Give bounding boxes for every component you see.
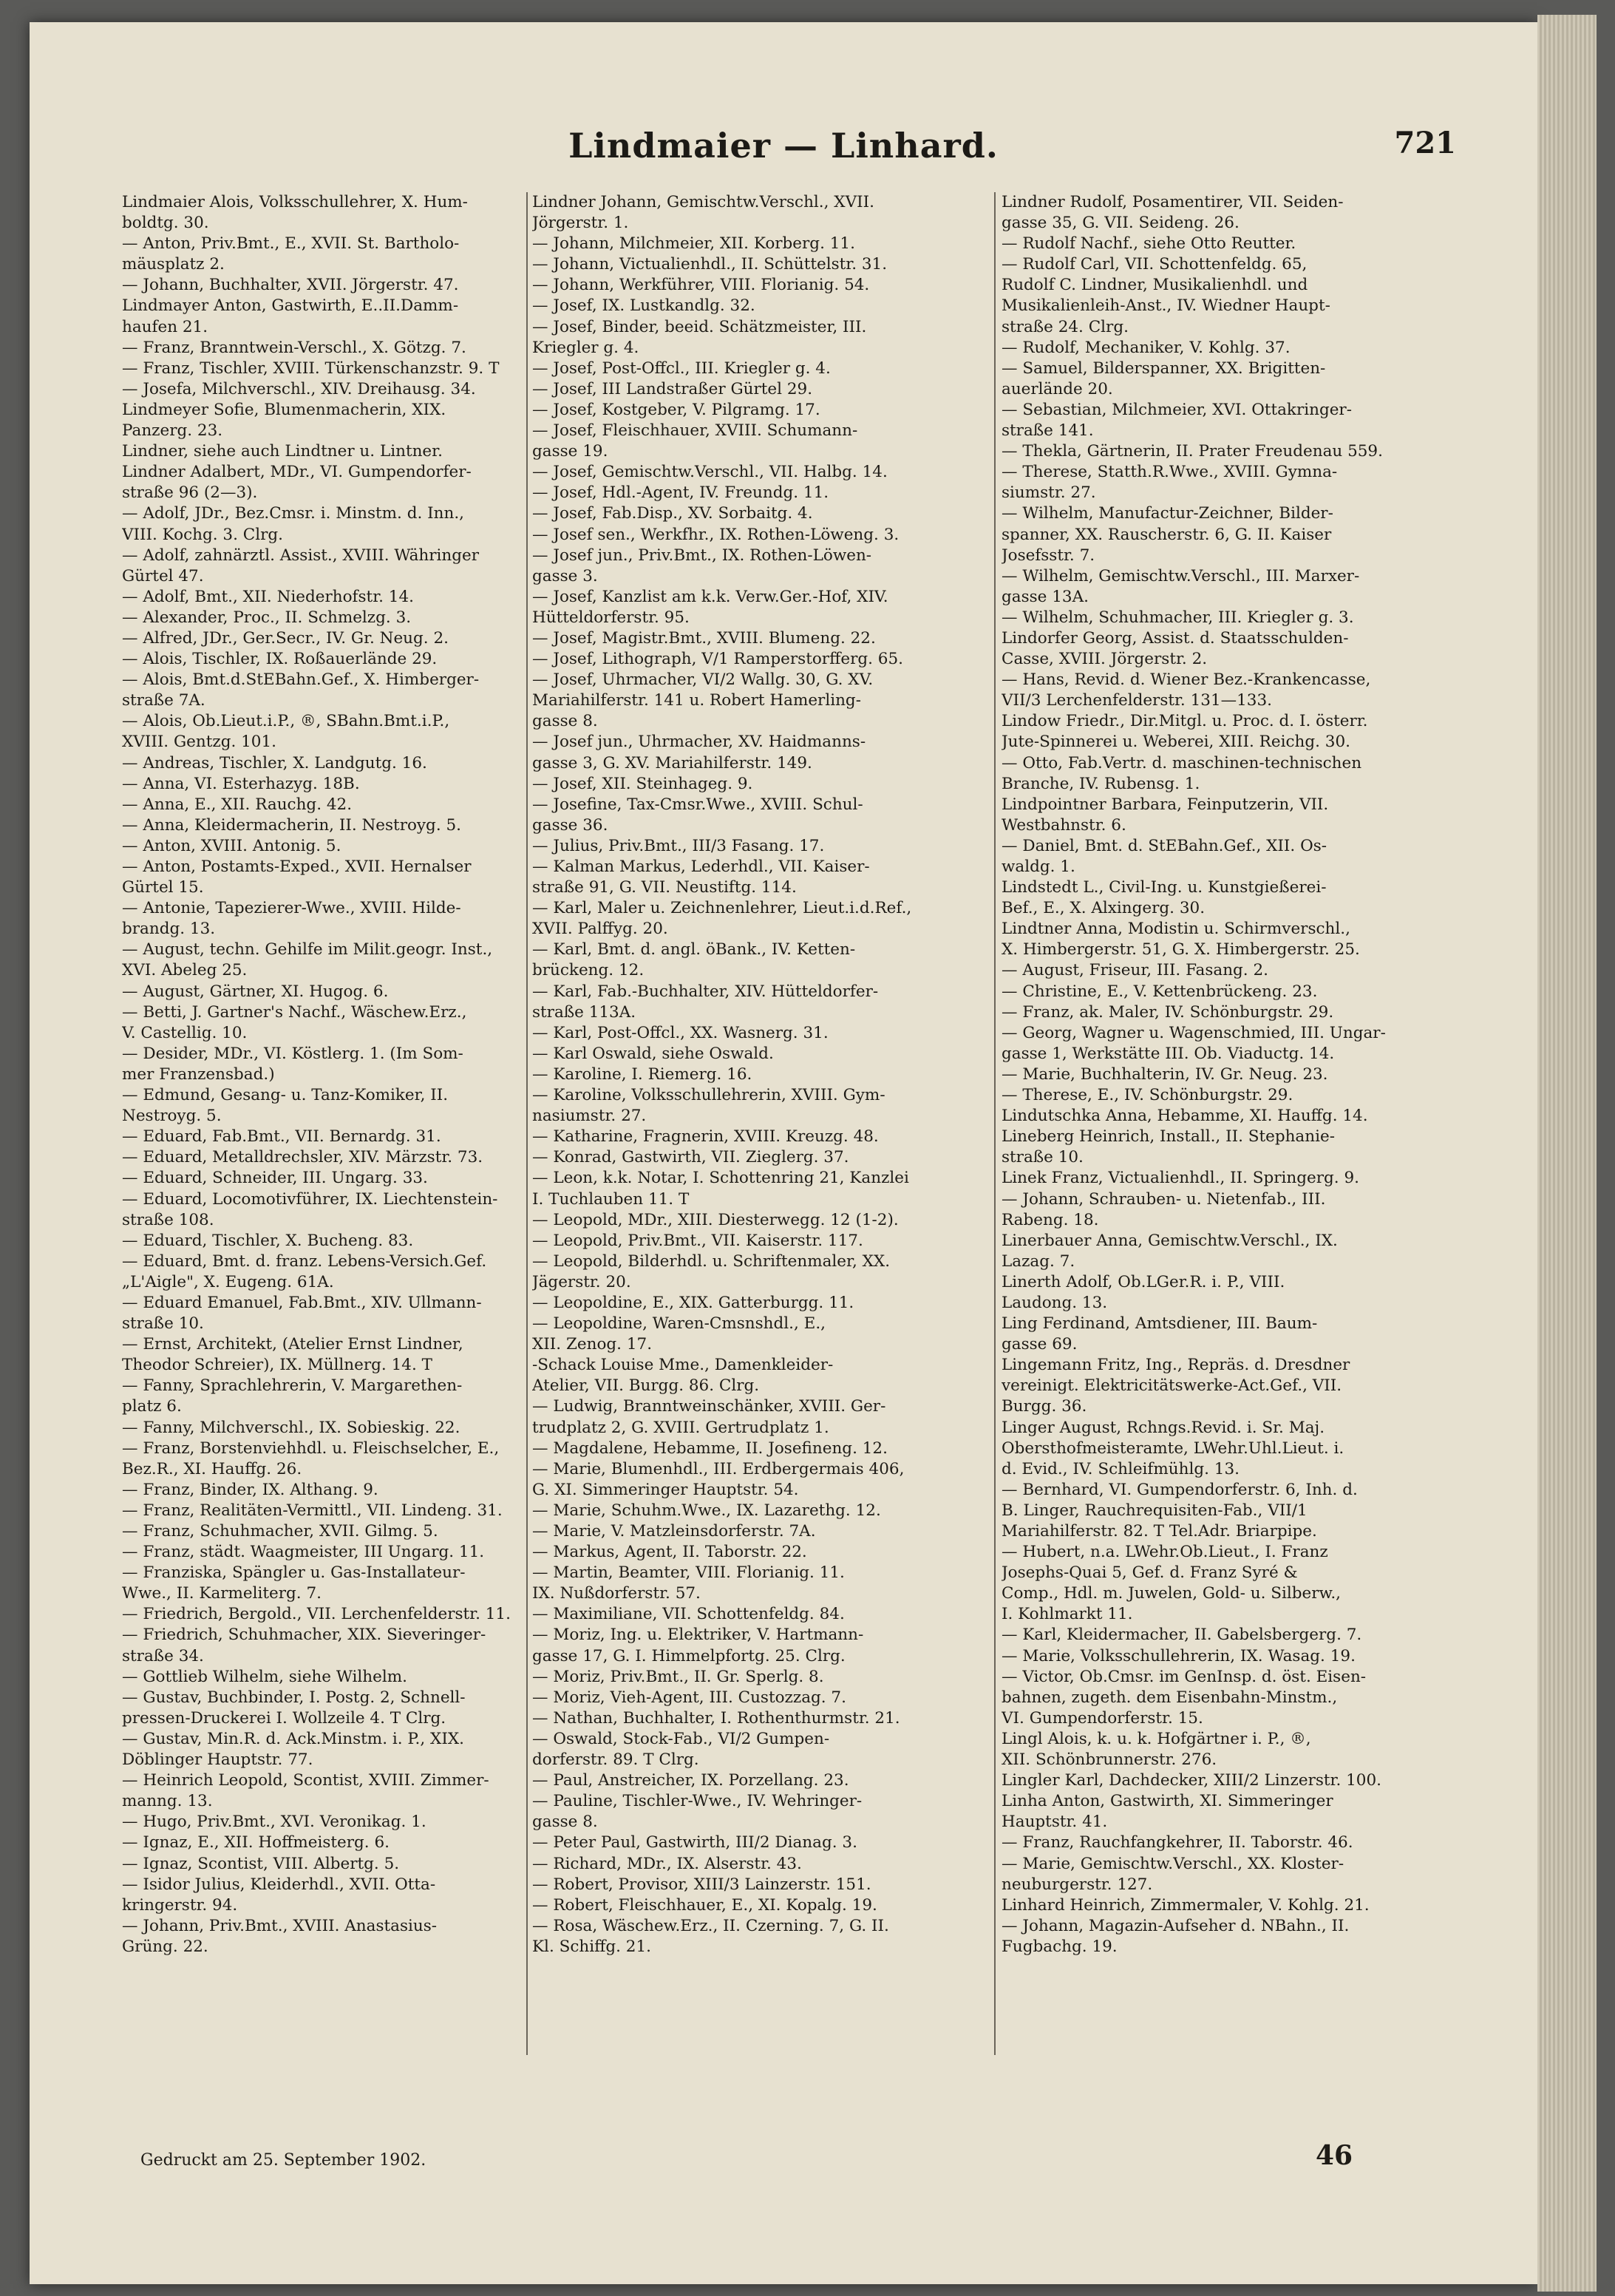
directory-line: — Eduard, Fab.Bmt., VII. Bernardg. 31. [122,1127,441,1147]
directory-line: — Leopold, Priv.Bmt., VII. Kaiserstr. 117. [532,1231,863,1250]
directory-line: gasse 8. [532,712,598,731]
directory-line: — Katharine, Fragnerin, XVIII. Kreuzg. 48. [532,1127,879,1147]
directory-line: kringerstr. 94. [122,1895,238,1915]
directory-line: — Alois, Ob.Lieut.i.P., ®, SBahn.Bmt.i.P., [122,712,450,731]
directory-line: Hütteldorferstr. 95. [532,608,690,627]
column-3 [1002,192,1475,1957]
directory-line: — Ignaz, E., XII. Hoffmeisterg. 6. [122,1833,390,1852]
directory-line: Jute-Spinnerei u. Weberei, XIII. Reichg. 30. [1002,733,1350,752]
directory-line: Rabeng. 18. [1002,1210,1099,1229]
directory-line: — Josef, Uhrmacher, VI/2 Wallg. 30, G. XV. [532,670,874,690]
directory-line: siumstr. 27. [1002,483,1096,503]
directory-line: straße 24. Clrg. [1002,317,1129,336]
directory-line: — Hugo, Priv.Bmt., XVI. Veronikag. 1. [122,1813,426,1832]
directory-line: Lindmayer Anton, Gastwirth, E..II.Damm- [122,296,459,316]
directory-line: — August, Gärtner, XI. Hugog. 6. [122,982,389,1001]
directory-page [30,22,1537,2284]
directory-line: — Anna, VI. Esterhazyg. 18B. [122,774,360,793]
directory-line: Gürtel 15. [122,878,204,897]
directory-line: gasse 17, G. I. Himmelpfortg. 25. Clrg. [532,1646,846,1665]
directory-line: — Josef, Lithograph, V/1 Ramperstorfferg. 65. [532,650,903,669]
directory-line: Lindtner Anna, Modistin u. Schirmverschl., [1002,920,1350,939]
directory-line: Linger August, Rchngs.Revid. i. Sr. Maj. [1002,1418,1325,1437]
directory-line: — Karl, Post-Offcl., XX. Wasnerg. 31. [532,1023,829,1042]
directory-line: -Schack Louise Mme., Damenkleider- [532,1356,834,1375]
directory-line: pressen-Druckerei I. Wollzeile 4. T Clrg. [122,1708,446,1728]
directory-line: Branche, IV. Rubensg. 1. [1002,774,1200,793]
directory-line: — Franz, städt. Waagmeister, III Ungarg. 11. [122,1543,485,1562]
directory-line: — Josef, Kanzlist am k.k. Verw.Ger.-Hof, XIV. [532,587,888,606]
directory-line: straße 113A. [532,1002,636,1022]
directory-line: B. Linger, Rauchrequisiten-Fab., VII/1 [1002,1501,1308,1520]
directory-line: Lindner Johann, Gemischtw.Verschl., XVII. [532,193,874,211]
directory-line: — Georg, Wagner u. Wagenschmied, III. Ungar- [1002,1023,1386,1042]
directory-line: — Franz, Branntwein-Verschl., X. Götzg. 7. [122,338,466,357]
directory-line: — Pauline, Tischler-Wwe., IV. Wehringer- [532,1792,863,1811]
directory-line: gasse 69. [1002,1335,1078,1354]
directory-line: — Alois, Tischler, IX. Roßauerlände 29. [122,650,438,669]
page-number: 721 [1394,126,1456,160]
directory-line: — Markus, Agent, II. Taborstr. 22. [532,1543,807,1562]
directory-line: — Christine, E., V. Kettenbrückeng. 23. [1002,982,1318,1001]
directory-line: — Therese, Statth.R.Wwe., XVIII. Gymna- [1002,463,1338,482]
directory-line: I. Kohlmarkt 11. [1002,1605,1133,1624]
directory-line: — Eduard, Tischler, X. Bucheng. 83. [122,1231,414,1250]
directory-line: Ling Ferdinand, Amtsdiener, III. Baum- [1002,1314,1318,1334]
directory-line: gasse 13A. [1002,587,1089,606]
directory-line: Josefsstr. 7. [1002,546,1095,565]
directory-line: Mariahilferstr. 82. T Tel.Adr. Briarpipe. [1002,1522,1317,1541]
directory-line: — Fanny, Sprachlehrerin, V. Margarethen- [122,1376,463,1396]
directory-line: — Robert, Fleischhauer, E., XI. Kopalg. 19. [532,1895,877,1915]
directory-line: — Eduard, Locomotivführer, IX. Liechtenstein- [122,1189,498,1209]
directory-line: — Eduard Emanuel, Fab.Bmt., XIV. Ullmann- [122,1293,482,1312]
directory-line: Obersthofmeisteramte, LWehr.Uhl.Lieut. i. [1002,1439,1344,1458]
directory-line: — August, techn. Gehilfe im Milit.geogr. Inst., [122,940,493,960]
directory-line: — Moriz, Vieh-Agent, III. Custozzag. 7. [532,1688,846,1707]
directory-line: — Leopold, Bilderhdl. u. Schriftenmaler, XX. [532,1251,891,1271]
column-1 [122,192,595,1957]
directory-line: — Josef, Hdl.-Agent, IV. Freundg. 11. [532,483,829,503]
directory-line: spanner, XX. Rauscherstr. 6, G. II. Kaiser [1002,525,1332,544]
directory-line: Linhard Heinrich, Zimmermaler, V. Kohlg. 21. [1002,1895,1370,1915]
directory-line: — Maximiliane, VII. Schottenfeldg. 84. [532,1605,845,1624]
directory-line: — Hubert, n.a. LWehr.Ob.Lieut., I. Franz [1002,1543,1328,1562]
directory-line: — Martin, Beamter, VIII. Florianig. 11. [532,1563,845,1583]
directory-line: — Marie, Gemischtw.Verschl., XX. Kloster- [1002,1854,1344,1873]
directory-line: straße 108. [122,1210,214,1229]
directory-line: — Kalman Markus, Lederhdl., VII. Kaiser- [532,857,870,876]
directory-line: brückeng. 12. [532,961,645,980]
directory-line: Lindutschka Anna, Hebamme, XI. Hauffg. 14. [1002,1107,1368,1126]
directory-line: Josephs-Quai 5, Gef. d. Franz Syré & [1002,1563,1298,1583]
directory-line: — Ignaz, Scontist, VIII. Albertg. 5. [122,1854,400,1873]
directory-line: Laudong. 13. [1002,1293,1108,1312]
directory-line: G. XI. Simmeringer Hauptstr. 54. [532,1480,799,1499]
directory-line: Linha Anton, Gastwirth, XI. Simmeringer [1002,1792,1333,1811]
directory-line: XII. Schönbrunnerstr. 276. [1002,1750,1217,1770]
directory-line: — Rudolf Carl, VII. Schottenfeldg. 65, [1002,255,1308,274]
directory-line: Panzerg. 23. [122,421,223,441]
directory-line: Hauptstr. 41. [1002,1813,1108,1832]
directory-line: — Johann, Magazin-Aufseher d. NBahn., II. [1002,1916,1350,1935]
directory-line: mäusplatz 2. [122,255,225,274]
directory-line: — Karl, Fab.-Buchhalter, XIV. Hütteldorfer- [532,982,879,1001]
directory-line: Lindorfer Georg, Assist. d. Staatsschulden- [1002,628,1349,648]
directory-line: — Richard, MDr., IX. Alserstr. 43. [532,1854,802,1873]
directory-line: Kl. Schiffg. 21. [532,1937,651,1956]
directory-line: vereinigt. Elektricitätswerke-Act.Gef., VII. [1002,1376,1342,1396]
directory-line: Lineberg Heinrich, Install., II. Stephanie- [1002,1127,1335,1147]
directory-line: nasiumstr. 27. [532,1107,647,1126]
directory-line: Lindner Rudolf, Posamentirer, VII. Seiden- [1002,193,1344,211]
directory-line: — Anton, XVIII. Antonig. 5. [122,836,341,855]
directory-line: Linek Franz, Victualienhdl., II. Springerg. 9. [1002,1169,1359,1188]
directory-line: — Andreas, Tischler, X. Landgutg. 16. [122,753,427,772]
directory-line: „L'Aigle", X. Eugeng. 61A. [122,1272,334,1291]
directory-line: — Franz, Schuhmacher, XVII. Gilmg. 5. [122,1522,438,1541]
directory-line: Lindpointner Barbara, Feinputzerin, VII. [1002,795,1329,814]
directory-line: — Johann, Werkführer, VIII. Florianig. 54. [532,276,870,295]
directory-line: — Heinrich Leopold, Scontist, XVIII. Zimmer- [122,1771,489,1790]
directory-line: — Anna, Kleidermacherin, II. Nestroyg. 5. [122,815,462,835]
directory-line: — Josef jun., Uhrmacher, XV. Haidmanns- [532,733,866,752]
directory-line: — Karoline, Volksschullehrerin, XVIII. Gym- [532,1086,885,1105]
directory-line: Lingl Alois, k. u. k. Hofgärtner i. P., ®, [1002,1729,1311,1748]
directory-line: bahnen, zugeth. dem Eisenbahn-Minstm., [1002,1688,1338,1707]
directory-line: Wwe., II. Karmeliterg. 7. [122,1584,322,1603]
directory-line: — Friedrich, Schuhmacher, XIX. Sieveringer- [122,1626,486,1645]
directory-line: — Therese, E., IV. Schönburgstr. 29. [1002,1086,1293,1105]
column-2 [532,192,1005,1957]
book-page-edge [1537,15,1597,2292]
directory-line: Lingler Karl, Dachdecker, XIII/2 Linzerstr. 100. [1002,1771,1381,1790]
directory-line: trudplatz 2, G. XVIII. Gertrudplatz 1. [532,1418,829,1437]
directory-line: — Josef, III Landstraßer Gürtel 29. [532,379,813,398]
directory-line: — Gustav, Min.R. d. Ack.Minstm. i. P., XIX. [122,1729,464,1748]
directory-line: manng. 13. [122,1792,213,1811]
directory-line: dorferstr. 89. T Clrg. [532,1750,699,1770]
directory-line: — Josefine, Tax-Cmsr.Wwe., XVIII. Schul- [532,795,863,814]
directory-line: X. Himbergerstr. 51, G. X. Himbergerstr. 25. [1002,940,1360,960]
directory-line: — Franz, Rauchfangkehrer, II. Taborstr. 46. [1002,1833,1353,1852]
running-header [30,126,1537,170]
directory-line: — Adolf, JDr., Bez.Cmsr. i. Minstm. d. Inn., [122,504,465,523]
directory-line: — Fanny, Milchverschl., IX. Sobieskig. 22. [122,1418,460,1437]
directory-line: — Marie, Volksschullehrerin, IX. Wasag. 19. [1002,1646,1356,1665]
directory-line: — Josef, XII. Steinhageg. 9. [532,774,753,793]
directory-line: — Marie, Blumenhdl., III. Erdbergermais 406, [532,1459,905,1478]
directory-line: straße 141. [1002,421,1094,441]
directory-line: — Oswald, Stock-Fab., VI/2 Gumpen- [532,1729,830,1748]
directory-line: VII/3 Lerchenfelderstr. 131—133. [1002,691,1272,710]
directory-line: — Alfred, JDr., Ger.Secr., IV. Gr. Neug. 2. [122,628,449,648]
print-date: Gedruckt am 25. September 1902. [140,2151,426,2170]
directory-line: — Samuel, Bilderspanner, XX. Brigitten- [1002,359,1326,378]
directory-line: — Marie, V. Matzleinsdorferstr. 7A. [532,1522,816,1541]
directory-line: — Josef, IX. Lustkandlg. 32. [532,296,755,316]
directory-line: — Karl, Bmt. d. angl. öBank., IV. Ketten- [532,940,856,960]
directory-line: straße 34. [122,1646,204,1665]
directory-line: — Adolf, Bmt., XII. Niederhofstr. 14. [122,587,414,606]
directory-line: Casse, XVIII. Jörgerstr. 2. [1002,650,1208,669]
directory-line: — Isidor Julius, Kleiderhdl., XVII. Otta- [122,1875,436,1894]
directory-line: — Wilhelm, Schuhmacher, III. Kriegler g. 3. [1002,608,1354,627]
directory-line: — Leopoldine, Waren-Cmsnshdl., E., [532,1314,826,1334]
directory-line: Musikalienleih-Anst., IV. Wiedner Haupt- [1002,296,1330,316]
directory-line: waldg. 1. [1002,857,1075,876]
directory-line: — Ernst, Architekt, (Atelier Ernst Lindner, [122,1335,463,1354]
directory-line: — Rudolf, Mechaniker, V. Kohlg. 37. [1002,338,1291,357]
directory-line: straße 10. [122,1314,204,1334]
directory-line: I. Tuchlauben 11. T [532,1189,690,1209]
directory-line: Bez.R., XI. Hauffg. 26. [122,1459,302,1478]
directory-line: brandg. 13. [122,920,216,939]
directory-line: — Rosa, Wäschew.Erz., II. Czerning. 7, G. II. [532,1916,889,1935]
directory-line: Atelier, VII. Burgg. 86. Clrg. [532,1376,760,1396]
directory-line: — Nathan, Buchhalter, I. Rothenthurmstr. 21. [532,1708,900,1728]
directory-line: — Josef jun., Priv.Bmt., IX. Rothen-Löwen- [532,546,872,565]
directory-line: Lingemann Fritz, Ing., Repräs. d. Dresdner [1002,1356,1350,1375]
directory-line: — Alois, Bmt.d.StEBahn.Gef., X. Himberger- [122,670,480,690]
directory-line: — Edmund, Gesang- u. Tanz-Komiker, II. [122,1086,449,1105]
directory-line: — Adolf, zahnärztl. Assist., XVIII. Währinger [122,546,480,565]
directory-line: — Josefa, Milchverschl., XIV. Dreihausg. 34. [122,379,476,398]
directory-line: boldtg. 30. [122,214,209,233]
directory-line: — Friedrich, Bergold., VII. Lerchenfelderstr. 11. [122,1605,511,1624]
directory-line: Linerth Adolf, Ob.LGer.R. i. P., VIII. [1002,1272,1285,1291]
directory-line: gasse 19. [532,442,608,461]
directory-line: — Eduard, Metalldrechsler, XIV. Märzstr. 73. [122,1148,483,1167]
directory-line: Lindner Adalbert, MDr., VI. Gumpendorfer- [122,463,472,482]
directory-line: — Desider, MDr., VI. Köstlerg. 1. (Im Som- [122,1044,463,1063]
directory-line: Gürtel 47. [122,566,204,585]
directory-line: — Alexander, Proc., II. Schmelzg. 3. [122,608,412,627]
directory-line: IX. Nußdorferstr. 57. [532,1584,701,1603]
directory-line: Grüng. 22. [122,1937,208,1956]
directory-line: V. Castellig. 10. [122,1023,248,1042]
directory-line: — Gustav, Buchbinder, I. Postg. 2, Schnell- [122,1688,466,1707]
directory-line: — Karl, Kleidermacher, II. Gabelsbergerg. 7. [1002,1626,1362,1645]
directory-line: Lindstedt L., Civil-Ing. u. Kunstgießerei- [1002,878,1327,897]
directory-line: straße 91, G. VII. Neustiftg. 114. [532,878,797,897]
directory-line: — Marie, Buchhalterin, IV. Gr. Neug. 23. [1002,1064,1328,1084]
directory-line: — Josef, Binder, beeid. Schätzmeister, III. [532,317,867,336]
directory-line: — Franz, Borstenviehhdl. u. Fleischselcher, E., [122,1439,500,1458]
directory-line: VIII. Kochg. 3. Clrg. [122,525,283,544]
directory-line: — Josef, Kostgeber, V. Pilgramg. 17. [532,400,820,419]
directory-line: — August, Friseur, III. Fasang. 2. [1002,961,1268,980]
directory-line: — Franziska, Spängler u. Gas-Installateur- [122,1563,466,1583]
directory-line: — Thekla, Gärtnerin, II. Prater Freudenau 559. [1002,442,1383,461]
directory-line: — Franz, Tischler, XVIII. Türkenschanzstr. 9. T [122,359,500,378]
directory-line: — Johann, Buchhalter, XVII. Jörgerstr. 47. [122,276,459,295]
directory-line: gasse 8. [532,1813,598,1832]
directory-line: — Leon, k.k. Notar, I. Schottenring 21, Kanzlei [532,1169,909,1188]
directory-line: Bef., E., X. Alxingerg. 30. [1002,899,1206,918]
directory-line: — Franz, ak. Maler, IV. Schönburgstr. 29. [1002,1002,1334,1022]
directory-line: — Ludwig, Branntweinschänker, XVIII. Ger- [532,1397,886,1416]
directory-line: — Johann, Priv.Bmt., XVIII. Anastasius- [122,1916,438,1935]
directory-line: — Josef, Magistr.Bmt., XVIII. Blumeng. 22. [532,628,876,648]
directory-line: — Moriz, Ing. u. Elektriker, V. Hartmann- [532,1626,864,1645]
directory-line: gasse 3, G. XV. Mariahilferstr. 149. [532,753,812,772]
directory-line: — Antonie, Tapezierer-Wwe., XVIII. Hilde- [122,899,461,918]
directory-line: Westbahnstr. 6. [1002,815,1126,835]
directory-line: — Eduard, Schneider, III. Ungarg. 33. [122,1169,428,1188]
directory-line: VI. Gumpendorferstr. 15. [1002,1708,1203,1728]
directory-line: Kriegler g. 4. [532,338,639,357]
directory-line: XVII. Palffyg. 20. [532,920,668,939]
directory-line: gasse 35, G. VII. Seideng. 26. [1002,214,1240,233]
directory-line: neuburgerstr. 127. [1002,1875,1153,1894]
directory-line: — Daniel, Bmt. d. StEBahn.Gef., XII. Os- [1002,836,1327,855]
directory-line: — Johann, Victualienhdl., II. Schüttelstr. 31. [532,255,888,274]
directory-line: — Victor, Ob.Cmsr. im GenInsp. d. öst. Eisen- [1002,1667,1367,1686]
directory-line: — Johann, Schrauben- u. Nietenfab., III. [1002,1189,1326,1209]
directory-line: Comp., Hdl. m. Juwelen, Gold- u. Silberw., [1002,1584,1342,1603]
directory-line: Mariahilferstr. 141 u. Robert Hamerling- [532,691,861,710]
directory-line: — Rudolf Nachf., siehe Otto Reutter. [1002,234,1296,254]
directory-line: — Josef, Fleischhauer, XVIII. Schumann- [532,421,858,441]
directory-line: — Franz, Realitäten-Vermittl., VII. Lindeng. 31. [122,1501,503,1520]
directory-line: d. Evid., IV. Schleifmühlg. 13. [1002,1459,1240,1478]
directory-line: haufen 21. [122,317,208,336]
directory-line: — Otto, Fab.Vertr. d. maschinen-technischen [1002,753,1362,772]
directory-line: — Josef, Gemischtw.Verschl., VII. Halbg. 14. [532,463,888,482]
directory-line: straße 7A. [122,691,205,710]
directory-line: Theodor Schreier), IX. Müllnerg. 14. T [122,1356,432,1375]
directory-line: Lindner, siehe auch Lindtner u. Lintner. [122,442,443,461]
directory-line: gasse 3. [532,566,598,585]
directory-line: Lindmeyer Sofie, Blumenmacherin, XIX. [122,400,446,419]
directory-line: — Leopold, MDr., XIII. Diesterwegg. 12 (1-2). [532,1210,899,1229]
directory-line: — Moriz, Priv.Bmt., II. Gr. Sperlg. 8. [532,1667,824,1686]
directory-line: — Eduard, Bmt. d. franz. Lebens-Versich.Gef. [122,1251,487,1271]
directory-line: — Paul, Anstreicher, IX. Porzellang. 23. [532,1771,849,1790]
directory-line: — Peter Paul, Gastwirth, III/2 Dianag. 3. [532,1833,857,1852]
directory-line: gasse 36. [532,815,608,835]
directory-line: Fugbachg. 19. [1002,1937,1118,1956]
directory-line: — Marie, Schuhm.Wwe., IX. Lazarethg. 12. [532,1501,881,1520]
directory-line: straße 96 (2—3). [122,483,258,503]
directory-line: — Karoline, I. Riemerg. 16. [532,1064,752,1084]
directory-line: Lindmaier Alois, Volksschullehrer, X. Hum- [122,193,468,211]
directory-line: platz 6. [122,1397,182,1416]
directory-line: mer Franzensbad.) [122,1064,275,1084]
directory-line: Lindow Friedr., Dir.Mitgl. u. Proc. d. I. österr. [1002,712,1368,731]
directory-line: straße 10. [1002,1148,1084,1167]
directory-line: Burgg. 36. [1002,1397,1087,1416]
directory-line: XVI. Abeleg 25. [122,961,248,980]
directory-line: — Josef, Fab.Disp., XV. Sorbaitg. 4. [532,504,813,523]
directory-line: Nestroyg. 5. [122,1107,222,1126]
directory-line: Rudolf C. Lindner, Musikalienhdl. und [1002,276,1308,295]
directory-line: — Konrad, Gastwirth, VII. Zieglerg. 37. [532,1148,849,1167]
directory-line: — Robert, Provisor, XIII/3 Lainzerstr. 151. [532,1875,871,1894]
directory-line: — Karl Oswald, siehe Oswald. [532,1044,774,1063]
directory-line: — Josef sen., Werkfhr., IX. Rothen-Löweng. 3. [532,525,900,544]
directory-line: — Betti, J. Gartner's Nachf., Wäschew.Erz., [122,1002,467,1022]
directory-line: auerlände 20. [1002,379,1113,398]
directory-line: — Leopoldine, E., XIX. Gatterburgg. 11. [532,1293,854,1312]
directory-line: Linerbauer Anna, Gemischtw.Verschl., IX. [1002,1231,1338,1250]
page-title: Lindmaier — Linhard. [568,126,999,166]
directory-line: Döblinger Hauptstr. 77. [122,1750,313,1770]
directory-line: — Hans, Revid. d. Wiener Bez.-Krankencasse, [1002,670,1371,690]
directory-line: — Anton, Priv.Bmt., E., XVII. St. Bartholo- [122,234,460,254]
directory-line: Jörgerstr. 1. [532,214,629,233]
directory-line: — Wilhelm, Gemischtw.Verschl., III. Marxer- [1002,566,1360,585]
directory-line: — Wilhelm, Manufactur-Zeichner, Bilder- [1002,504,1333,523]
directory-line: — Gottlieb Wilhelm, siehe Wilhelm. [122,1667,407,1686]
directory-line: Lazag. 7. [1002,1251,1075,1271]
directory-line: XVIII. Gentzg. 101. [122,733,276,752]
signature-number: 46 [1316,2140,1353,2171]
directory-line: — Johann, Milchmeier, XII. Korberg. 11. [532,234,855,254]
directory-line: — Anton, Postamts-Exped., XVII. Hernalser [122,857,472,876]
directory-line: — Josef, Post-Offcl., III. Kriegler g. 4. [532,359,831,378]
directory-line: — Franz, Binder, IX. Althang. 9. [122,1480,378,1499]
directory-line: Jägerstr. 20. [532,1272,631,1291]
directory-line: XII. Zenog. 17. [532,1335,653,1354]
directory-line: — Sebastian, Milchmeier, XVI. Ottakringer- [1002,400,1352,419]
directory-line: — Magdalene, Hebamme, II. Josefineng. 12. [532,1439,888,1458]
directory-line: — Karl, Maler u. Zeichnenlehrer, Lieut.i.d.Ref., [532,899,912,918]
directory-line: — Anna, E., XII. Rauchg. 42. [122,795,353,814]
directory-line: — Julius, Priv.Bmt., III/3 Fasang. 17. [532,836,825,855]
directory-line: — Bernhard, VI. Gumpendorferstr. 6, Inh. d. [1002,1480,1358,1499]
directory-line: gasse 1, Werkstätte III. Ob. Viaductg. 14. [1002,1044,1335,1063]
